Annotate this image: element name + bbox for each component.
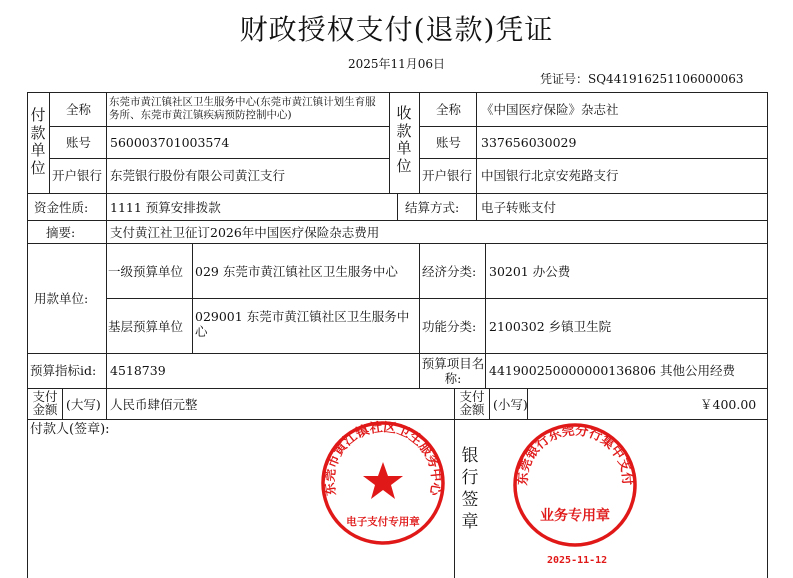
payee-account-value: 337656030029 xyxy=(481,135,577,150)
econ-class-value: 30201 办公费 xyxy=(489,264,571,279)
summary-value: 支付黄江社卫征订2026年中国医疗保险杂志费用 xyxy=(110,225,380,240)
settlement-value: 电子转账支付 xyxy=(481,200,557,215)
payee-name-value: 《中国医疗保险》杂志社 xyxy=(481,102,619,117)
payer-bank-value: 东莞银行股份有限公司黄江支行 xyxy=(110,168,286,183)
econ-class-label: 经济分类: xyxy=(422,264,477,279)
level1-unit-value: 029 东莞市黄江镇社区卫生服务中心 xyxy=(195,264,398,279)
voucher-number: 凭证号：SQ441916251106000063 xyxy=(540,72,744,86)
payer-account-value: 560003701003574 xyxy=(110,135,230,150)
level1-unit-label: 一级预算单位 xyxy=(108,264,184,279)
payer-seal-text: 东莞市黄江镇社区卫生服务中心 xyxy=(322,420,444,497)
amount-label-left: 支付金额 xyxy=(32,389,58,417)
settlement-label: 结算方式: xyxy=(405,200,460,215)
amount-lower-value: ￥400.00 xyxy=(700,397,757,412)
payer-signature-label: 付款人(签章): xyxy=(30,422,110,437)
payer-section-label: 付款单位 xyxy=(30,106,46,177)
payee-section-label: 收款单位 xyxy=(396,104,412,175)
payee-bank-value: 中国银行北京安苑路支行 xyxy=(481,168,619,183)
payee-account-label: 账号 xyxy=(436,135,462,150)
payer-name-label: 全称 xyxy=(66,102,92,117)
payee-bank-label: 开户银行 xyxy=(422,168,473,183)
document-title: 财政授权支付(退款)凭证 xyxy=(239,13,554,46)
bank-seal-text: 东莞银行东莞分行集中支付 xyxy=(515,423,635,486)
budget-indicator-value: 4518739 xyxy=(110,363,166,378)
budget-project-value: 441900250000000136806 其他公用经费 xyxy=(489,363,735,378)
amount-upper-value: 人民币肆佰元整 xyxy=(110,397,198,412)
bank-seal xyxy=(510,420,640,550)
summary-label: 摘要: xyxy=(46,225,76,240)
amount-lower-label: (小写) xyxy=(493,397,528,412)
fund-nature-value: 1111 预算安排拨款 xyxy=(110,200,221,215)
amount-upper-label: (大写) xyxy=(66,397,101,412)
amount-label-right: 支付金额 xyxy=(459,389,485,417)
base-unit-value: 029001 东莞市黄江镇社区卫生服务中心 xyxy=(195,309,410,339)
bank-signature-label: 银行签章 xyxy=(461,446,479,532)
payee-name-label: 全称 xyxy=(436,102,462,117)
budget-indicator-label: 预算指标id: xyxy=(30,363,97,378)
budget-project-label: 预算项目名称: xyxy=(421,356,485,386)
payer-bank-label: 开户银行 xyxy=(52,168,103,183)
issue-date: 2025年11月06日 xyxy=(347,57,446,71)
payer-account-label: 账号 xyxy=(66,135,92,150)
bank-seal-subtext: 业务专用章 xyxy=(540,508,610,524)
func-class-label: 功能分类: xyxy=(422,319,477,334)
payer-name-value: 东莞市黄江镇社区卫生服务中心(东莞市黄江镇计划生育服务所、东莞市黄江镇疾病预防控制中心) xyxy=(109,96,376,121)
base-unit-label: 基层预算单位 xyxy=(108,319,184,334)
payer-seal xyxy=(318,418,448,548)
payer-seal-subtext: 电子支付专用章 xyxy=(346,516,420,528)
using-unit-label: 用款单位: xyxy=(34,291,89,306)
fund-nature-label: 资金性质: xyxy=(34,200,89,215)
func-class-value: 2100302 乡镇卫生院 xyxy=(489,319,612,334)
star-icon xyxy=(363,462,403,499)
bank-seal-date: 2025-11-12 xyxy=(547,555,608,566)
